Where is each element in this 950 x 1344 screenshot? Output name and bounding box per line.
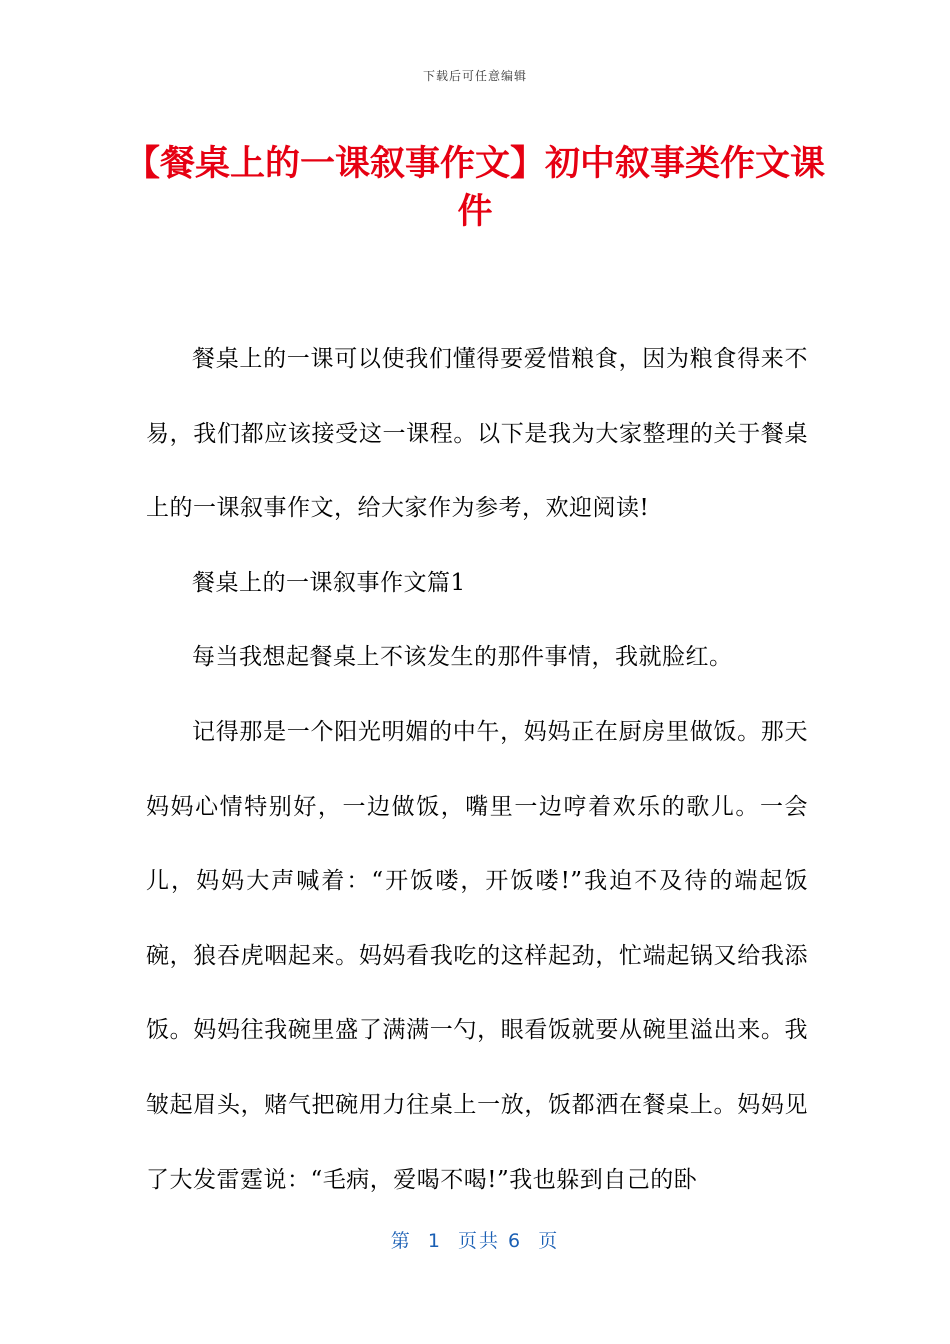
body-paragraph: 记得那是一个阳光明媚的中午，妈妈正在厨房里做饭。那天妈妈心情特别好，一边做饭，嘴里一边哼着欢乐的歌儿。一会儿，妈妈大声喊着：“开饭喽，开饭喽!”我迫不及待的端起饭碗，狼吞虎咽起来。妈妈看我吃的这样起劲，忙端起锅又给我添饭。妈妈往我碗里盛了满满一勺，眼看饭就要从碗里溢出来。我皱起眉头，赌气把碗用力往桌上一放，饭都洒在餐桌上。妈妈见了大发雷霆说：“毛病，爱喝不喝!”我也躲到自己的卧 [146, 718, 808, 1193]
section-heading: 餐桌上的一课叙事作文篇1 [192, 569, 466, 596]
document-body [146, 322, 808, 1217]
header-note: 下载后可任意编辑 [422, 69, 527, 83]
document-title: 【餐桌上的一课叙事作文】初中叙事类作文课件 [124, 144, 825, 232]
intro-paragraph: 餐桌上的一课可以使我们懂得要爱惜粮食，因为粮食得来不易，我们都应该接受这一课程。以下是我为大家整理的关于餐桌上的一课叙事作文，给大家作为参考，欢迎阅读! [146, 346, 808, 522]
page-number: 第 1 页共 6 页 [390, 1230, 560, 1252]
body-paragraph: 每当我想起餐桌上不该发生的那件事情，我就脸红。 [192, 644, 733, 671]
